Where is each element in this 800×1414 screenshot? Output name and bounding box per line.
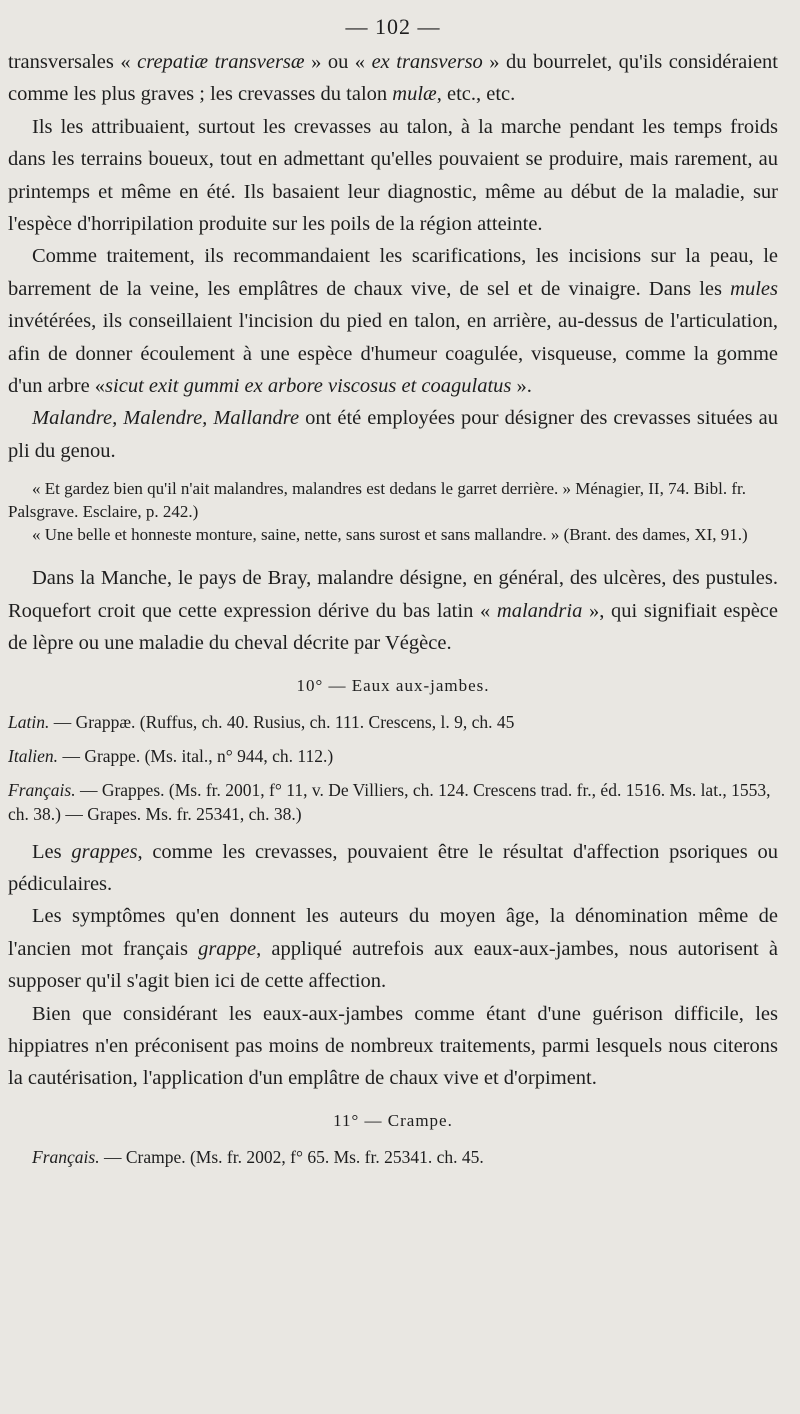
- italic-term: grappes: [71, 840, 138, 863]
- text-run: Comme traitement, ils recommandaient les scarifications, les incisions sur la peau, le barrement de la veine, les emplâtres de chaux vive, de sel et de vinaigre. Dans les: [8, 245, 778, 300]
- paragraph-8: Bien que considérant les eaux-aux-jambes comme étant d'une guérison difficile, les hippiatres n'en préconisent pas moins de nombreux traitements, parmi lesquels nous citerons la cautérisation, l'application d'un emplâtre de chaux vive et d'orpiment.: [8, 1002, 778, 1090]
- quote-1: « Et gardez bien qu'il n'ait malandres, malandres est dedans le garret derrière. » Ménagier, II, 74. Bibl. fr. Palsgrave. Esclaire, p. 242.): [8, 479, 746, 522]
- latin-term: mulæ: [392, 83, 437, 106]
- text-run: Dans la Manche, le pays de Bray, malandre désigne, en général, des ulcères, des pustules. Roquefort croit que cette expression dérive du bas latin «: [8, 567, 778, 622]
- paragraph-4: [8, 402, 778, 467]
- text-run: Les: [32, 840, 72, 863]
- page-number: — 102 —: [345, 14, 441, 39]
- paragraph-3: [8, 240, 778, 402]
- paragraph-5: [8, 562, 778, 659]
- section-heading-11: 11° — Crampe.: [333, 1110, 453, 1130]
- language-label: Français.: [32, 1146, 100, 1167]
- term-line-italien: [8, 744, 778, 768]
- italic-term: mules: [730, 277, 778, 300]
- text-run: transversales «: [8, 51, 138, 73]
- text-run: , appliqué autrefois aux eaux-aux-jambes, nous autorisent à supposer qu'il s'agit bien ici de cette affection.: [8, 937, 778, 993]
- paragraph-2: Ils les attribuaient, surtout les crevasses au talon, à la marche pendant les temps froids dans les terrains boueux, tout en admettant qu'elles pouvaient se produire, mais rarement, au printemps et même en été. Ils basaient leur diagnostic, même au début de la maladie, sur l'espèce d'horripilation produite sur les poils de la région atteinte.: [8, 115, 778, 236]
- text-run: » du bourrelet, qu'ils considéraient comme les plus graves ; les crevasses du talon: [8, 51, 778, 106]
- latin-term: crepatiæ transversæ: [137, 51, 305, 73]
- term-text: — Grappes. (Ms. fr. 2001, f° 11, v. De Villiers, ch. 124. Crescens trad. fr., éd. 1516. Ms. lat., 1553, ch. 38.) — Grapes. Ms. fr. 25341, ch. 38.): [8, 779, 771, 824]
- text-run: ».: [511, 375, 532, 398]
- language-label: Français.: [8, 779, 76, 800]
- latin-quote: sicut exit gummi ex arbore viscosus et coagulatus: [105, 375, 512, 398]
- language-label: Latin.: [8, 711, 50, 732]
- italic-term: malandria: [496, 599, 583, 622]
- text-run: , comme les crevasses, pouvaient être le résultat d'affection psoriques ou pédiculaires.: [8, 840, 779, 895]
- paragraph-1: [8, 46, 778, 111]
- quote-2: « Une belle et honneste monture, saine, nette, sans surost et sans mallandre. » (Brant. des dames, XI, 91.): [32, 525, 748, 545]
- text-run: , etc., etc.: [436, 83, 516, 106]
- latin-term: ex transverso: [371, 51, 483, 73]
- section-heading-10: 10° — Eaux aux-jambes.: [296, 675, 490, 695]
- text-run: invétérées, ils conseillaient l'incision du pied en talon, en arrière, au-dessus de l'articulation, afin de donner écoulement à une espèce d'humeur coagulée, visqueuse, comme la gomme d'un arbre «: [8, 310, 778, 398]
- text-run: ont été employées pour désigner des crevasses situées au pli du genou.: [8, 407, 779, 462]
- term-text: — Grappe. (Ms. ital., n° 944, ch. 112.): [58, 745, 334, 766]
- text-run: Les symptômes qu'en donnent les auteurs du moyen âge, la dénomination même de l'ancien mot français: [8, 905, 778, 960]
- term-line-francais: [8, 778, 778, 826]
- paragraph-6: [8, 836, 778, 901]
- term-line-francais-crampe: [8, 1145, 778, 1169]
- term-text: — Crampe. (Ms. fr. 2002, f° 65. Ms. fr. 25341. ch. 45.: [99, 1146, 484, 1167]
- language-label: Italien.: [8, 745, 59, 766]
- paragraph-7: [8, 900, 778, 997]
- text-run: » ou «: [304, 51, 372, 73]
- italic-term: Malandre, Malendre, Mallandre: [32, 407, 300, 430]
- italic-term: grappe: [198, 937, 257, 960]
- text-run: », qui signifiait espèce de lèpre ou une maladie du cheval décrite par Végèce.: [8, 599, 779, 655]
- term-text: — Grappæ. (Ruffus, ch. 40. Rusius, ch. 111. Crescens, l. 9, ch. 45: [49, 711, 515, 732]
- term-line-latin: [8, 710, 778, 734]
